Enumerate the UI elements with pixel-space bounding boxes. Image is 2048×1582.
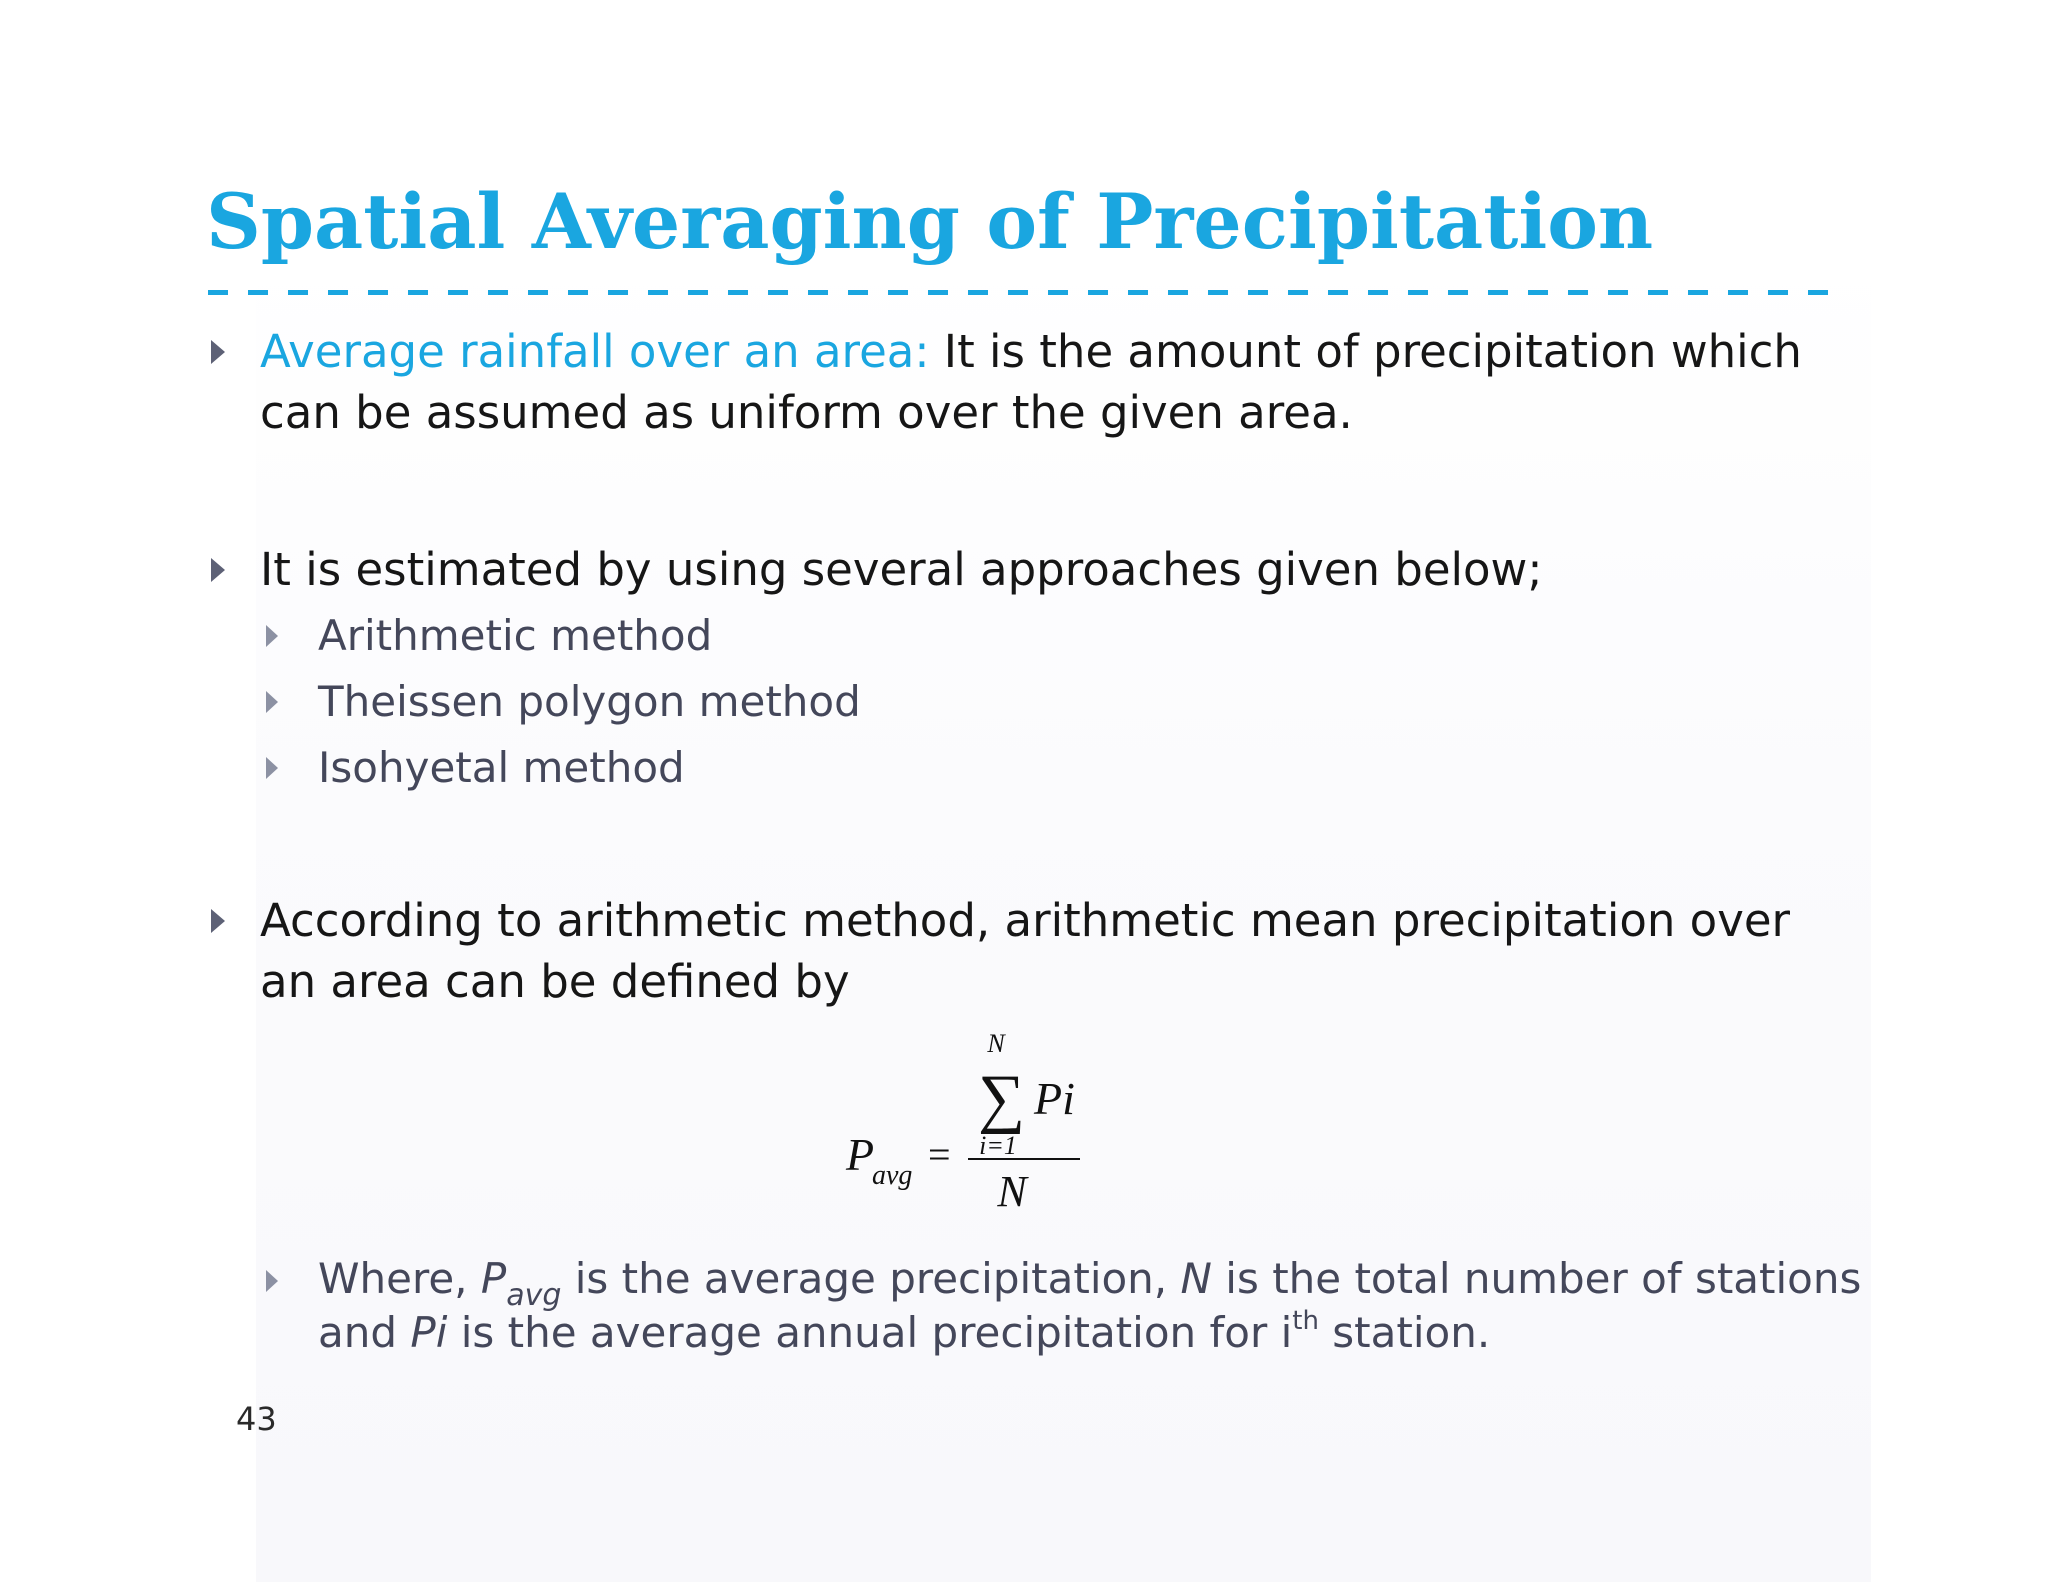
lhs-subscript: avg: [872, 1160, 913, 1191]
where-text-3: is the average annual precipitation for i: [447, 1308, 1293, 1357]
arithmetic-mean-equation: [830, 1030, 1110, 1240]
bullet-approaches: It is estimated by using several approaches given below;: [260, 543, 1543, 596]
where-text-1: is the average precipitation,: [561, 1254, 1181, 1303]
where-text-2: is the total number of stations and: [318, 1254, 1862, 1357]
title-dashed-divider: [208, 290, 1838, 295]
page-number: 43: [236, 1400, 277, 1438]
lhs-symbol: P: [846, 1129, 875, 1180]
sub-item-theissen: Theissen polygon method: [318, 677, 861, 726]
denominator: N: [997, 1167, 1027, 1216]
bullet-arrow-icon: [211, 340, 225, 364]
sub-bullet-arrow-icon: [266, 691, 278, 713]
p-subscript: avg: [506, 1278, 562, 1313]
equals-sign: =: [928, 1132, 951, 1177]
sub-bullet-arrow-icon: [266, 625, 278, 647]
summation-symbol: ∑: [978, 1062, 1026, 1135]
sub-item-arithmetic: Arithmetic method: [318, 611, 713, 660]
sum-lower-limit: i=1: [979, 1131, 1017, 1160]
sub-bullet-arrow-icon: [266, 757, 278, 779]
slide-title: Spatial Averaging of Precipitation: [206, 177, 1654, 266]
n-symbol: N: [1180, 1254, 1212, 1303]
bullet-average-rainfall: [260, 321, 1840, 443]
ordinal-superscript: th: [1292, 1306, 1319, 1336]
sub-bullet-arrow-icon: [266, 1270, 278, 1292]
bullet-arrow-icon: [211, 558, 225, 582]
sub-item-isohyetal: Isohyetal method: [318, 743, 685, 792]
p-symbol: P: [480, 1254, 507, 1303]
term-highlight: Average rainfall over an area:: [260, 325, 930, 378]
pi-symbol: Pi: [410, 1308, 448, 1357]
where-prefix: Where,: [318, 1254, 481, 1303]
term-definition: It is the amount of precipitation which can be assumed as uniform over the given area.: [260, 325, 1802, 439]
bullet-arithmetic-definition: According to arithmetic method, arithmetic mean precipitation over an area can be defined by: [260, 894, 1791, 1008]
sum-upper-limit: N: [987, 1030, 1005, 1058]
bullet-arrow-icon: [211, 909, 225, 933]
where-explanation: [318, 1252, 1868, 1360]
summand: Pi: [1034, 1073, 1075, 1124]
where-suffix: station.: [1318, 1308, 1491, 1357]
